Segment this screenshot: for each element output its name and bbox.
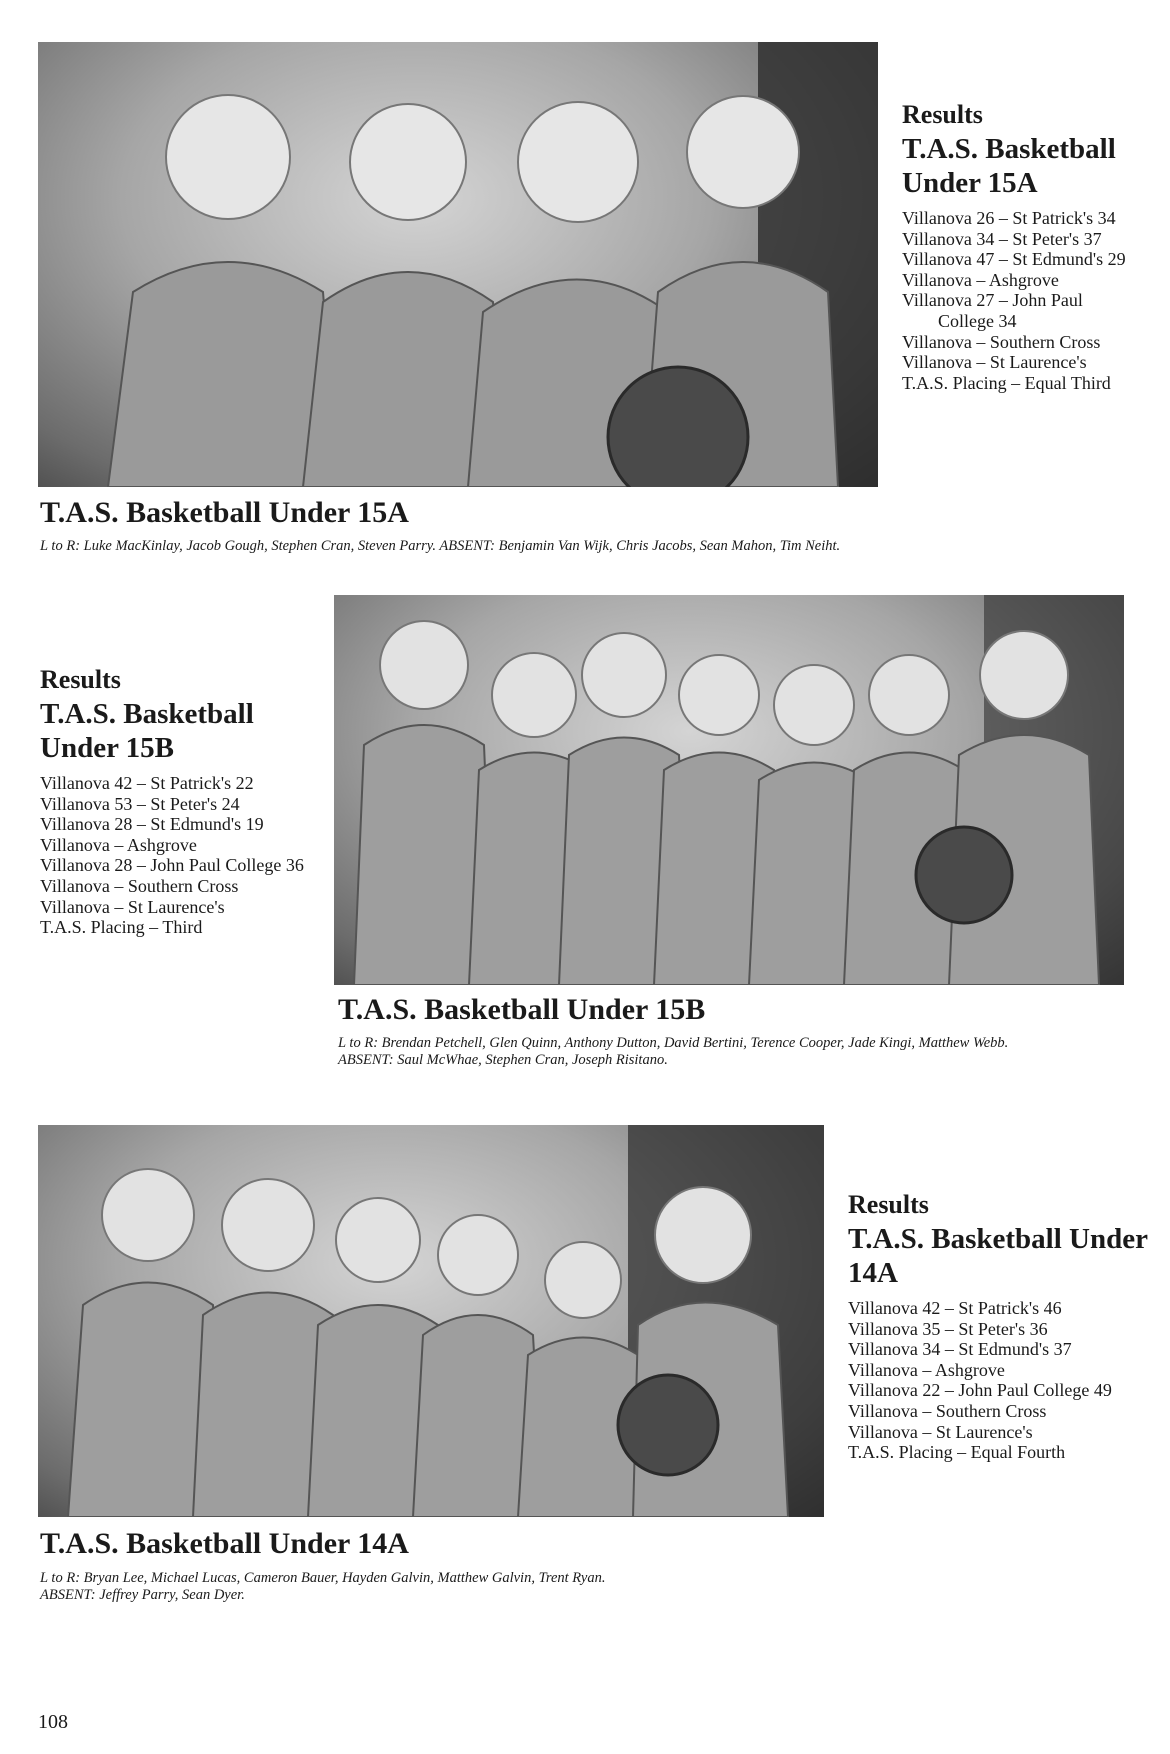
team-photo-under-15a xyxy=(38,42,878,487)
caption-under-15a xyxy=(40,538,880,555)
result-item: Villanova 35 – St Peter's 36 xyxy=(848,1318,1048,1339)
caption-absent-names: Jeffrey Parry, Sean Dyer. xyxy=(99,1587,245,1603)
result-item: Villanova – St Laurence's xyxy=(40,896,225,917)
result-item: Villanova – Ashgrove xyxy=(848,1359,1005,1380)
caption-title-under-15a: T.A.S. Basketball Under 15A xyxy=(40,496,409,529)
results-title: T.A.S. Basketball Under 14A xyxy=(848,1223,1148,1289)
team-photo-under-14a xyxy=(38,1125,824,1517)
result-item: Villanova 26 – St Patrick's 34 xyxy=(902,208,1116,228)
result-item: Villanova – Ashgrove xyxy=(902,269,1059,290)
result-item: T.A.S. Placing – Equal Fourth xyxy=(848,1442,1066,1463)
caption-prefix: L to R: xyxy=(338,1035,379,1051)
result-item: Villanova 42 – St Patrick's 22 xyxy=(40,773,254,793)
results-heading: Results xyxy=(848,1190,929,1219)
results-title: T.A.S. Basketball Under 15A xyxy=(902,133,1116,199)
results-list xyxy=(40,773,330,938)
results-list xyxy=(848,1298,1148,1463)
caption-absent-label: ABSENT: xyxy=(40,1587,96,1603)
caption-names: Bryan Lee, Michael Lucas, Cameron Bauer, Hayden Galvin, Matthew Galvin, Trent Ryan. xyxy=(83,1570,606,1586)
page-number: 108 xyxy=(38,1711,68,1733)
caption-absent-names: Benjamin Van Wijk, Chris Jacobs, Sean Mahon, Tim Neiht. xyxy=(498,538,841,554)
results-heading: Results xyxy=(902,100,983,129)
caption-prefix: L to R: xyxy=(40,538,81,554)
result-item: T.A.S. Placing – Third xyxy=(40,917,203,938)
results-heading: Results xyxy=(40,665,121,694)
caption-absent-names: Saul McWhae, Stephen Cran, Joseph Risitano. xyxy=(397,1052,668,1068)
result-item: Villanova – Southern Cross xyxy=(902,331,1101,352)
result-item: Villanova 22 – John Paul College 49 xyxy=(848,1380,1112,1401)
result-item: Villanova 34 – St Peter's 37 xyxy=(902,228,1102,249)
team-photo-under-15b xyxy=(334,595,1124,985)
result-item: Villanova 53 – St Peter's 24 xyxy=(40,793,240,814)
results-list xyxy=(902,208,1142,393)
result-item: Villanova – Ashgrove xyxy=(40,834,197,855)
caption-title-under-15b: T.A.S. Basketball Under 15B xyxy=(338,993,706,1026)
result-item: Villanova 34 – St Edmund's 37 xyxy=(848,1339,1072,1360)
caption-under-14a xyxy=(40,1570,840,1604)
result-item: Villanova 27 – John Paul College 34 xyxy=(902,290,1083,331)
caption-names: Brendan Petchell, Glen Quinn, Anthony Dutton, David Bertini, Terence Cooper, Jade Kingi, Matthew Webb. xyxy=(381,1035,1009,1051)
results-title: T.A.S. Basketball Under 15B xyxy=(40,698,254,764)
results-under-15b xyxy=(40,663,330,938)
result-item: Villanova 28 – St Edmund's 19 xyxy=(40,814,264,835)
caption-names: Luke MacKinlay, Jacob Gough, Stephen Cran, Steven Parry. xyxy=(83,538,437,554)
caption-absent-label: ABSENT: xyxy=(439,538,495,554)
result-item: Villanova – Southern Cross xyxy=(40,875,239,896)
results-under-15a xyxy=(902,98,1142,393)
caption-title-under-14a: T.A.S. Basketball Under 14A xyxy=(40,1527,409,1560)
result-item: Villanova – St Laurence's xyxy=(848,1421,1033,1442)
result-item: Villanova 28 – John Paul College 36 xyxy=(40,855,304,876)
result-item: Villanova – Southern Cross xyxy=(848,1400,1047,1421)
results-under-14a xyxy=(848,1188,1148,1463)
result-item: Villanova – St Laurence's xyxy=(902,352,1087,373)
caption-under-15b xyxy=(338,1035,1128,1069)
result-item: Villanova 47 – St Edmund's 29 xyxy=(902,249,1126,270)
result-item: Villanova 42 – St Patrick's 46 xyxy=(848,1298,1062,1318)
caption-prefix: L to R: xyxy=(40,1570,81,1586)
result-item: T.A.S. Placing – Equal Third xyxy=(902,372,1111,393)
caption-absent-label: ABSENT: xyxy=(338,1052,394,1068)
